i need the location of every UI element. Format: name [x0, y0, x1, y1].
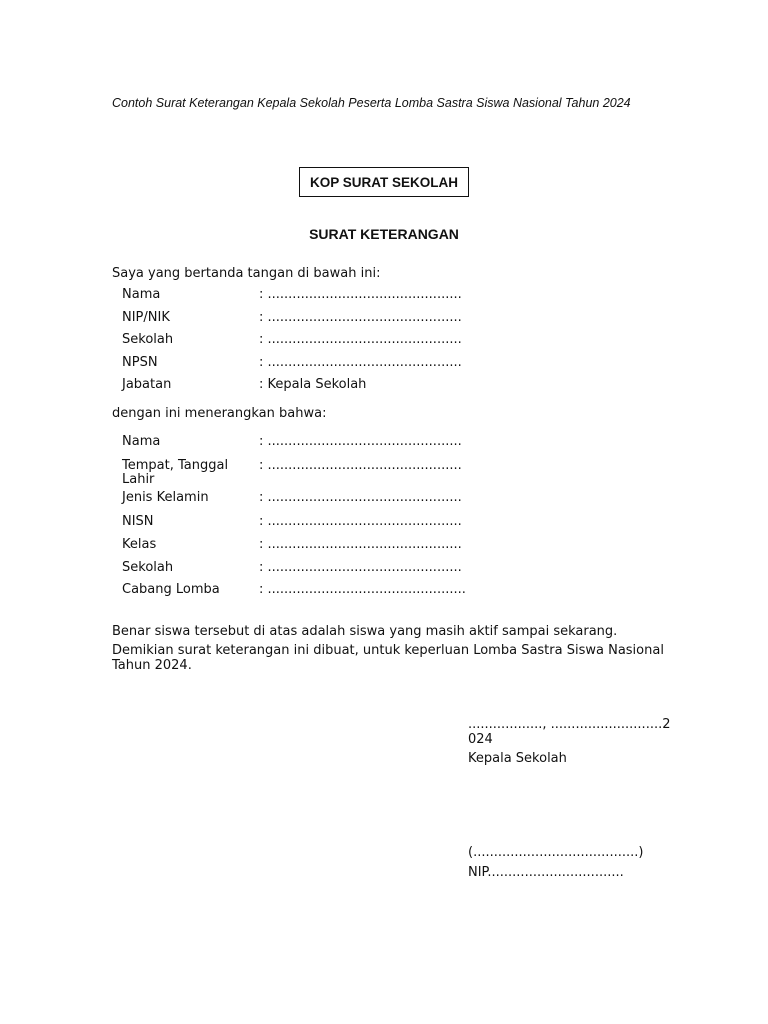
statement-closing-line1: Demikian surat keterangan ini dibuat, untuk keperluan Lomba Sastra Siswa Nasional: [112, 643, 664, 658]
field-label: Sekolah: [122, 560, 174, 575]
letterhead-placeholder-box: [299, 167, 469, 197]
field-label: NPSN: [122, 355, 158, 370]
intro-text: Saya yang bertanda tangan di bawah ini:: [112, 266, 381, 281]
field-value: : ................................................: [259, 582, 466, 597]
signature-nip-line: NIP.................................: [468, 865, 624, 880]
field-label: Sekolah: [122, 332, 174, 347]
field-value: : ...............................................: [259, 355, 462, 370]
field-label: Tempat, Tanggal Lahir: [122, 458, 229, 487]
letter-title: SURAT KETERANGAN: [309, 226, 459, 242]
field-value: : ...............................................: [259, 287, 462, 302]
student-field-cabang-lomba: [0, 583, 768, 613]
student-field-ttl: [0, 459, 768, 489]
field-value: : ...............................................: [259, 560, 462, 575]
field-label: Jabatan: [122, 377, 172, 392]
field-label: Jenis Kelamin: [122, 490, 209, 505]
field-value: : ...............................................: [259, 310, 462, 325]
field-value: : ...............................................: [259, 332, 462, 347]
letterhead-label: KOP SURAT SEKOLAH: [309, 174, 458, 190]
middle-text: dengan ini menerangkan bahwa:: [112, 406, 327, 421]
signature-role: Kepala Sekolah: [468, 751, 567, 766]
field-label: Kelas: [122, 537, 157, 552]
field-value: : ...............................................: [259, 537, 462, 552]
field-value: : ...............................................: [259, 458, 462, 473]
signature-place-date: .................., ...........................2024: [468, 717, 671, 747]
document-caption: Contoh Surat Keterangan Kepala Sekolah Peserta Lomba Sastra Siswa Nasional Tahun 2024: [112, 96, 631, 110]
field-label: Nama: [122, 287, 161, 302]
field-label: NIP/NIK: [122, 310, 170, 325]
field-value: : ...............................................: [259, 490, 462, 505]
signer-field-jabatan: [0, 378, 768, 408]
statement-closing-line2: Tahun 2024.: [112, 658, 192, 673]
field-label: Cabang Lomba: [122, 582, 220, 597]
field-value: : ...............................................: [259, 514, 462, 529]
signature-name-line: (........................................): [468, 845, 644, 860]
statement-active-student: Benar siswa tersebut di atas adalah siswa yang masih aktif sampai sekarang.: [112, 624, 618, 639]
field-label: Nama: [122, 434, 161, 449]
field-value: : ...............................................: [259, 434, 462, 449]
field-value: : Kepala Sekolah: [259, 377, 367, 392]
field-label: NISN: [122, 514, 154, 529]
